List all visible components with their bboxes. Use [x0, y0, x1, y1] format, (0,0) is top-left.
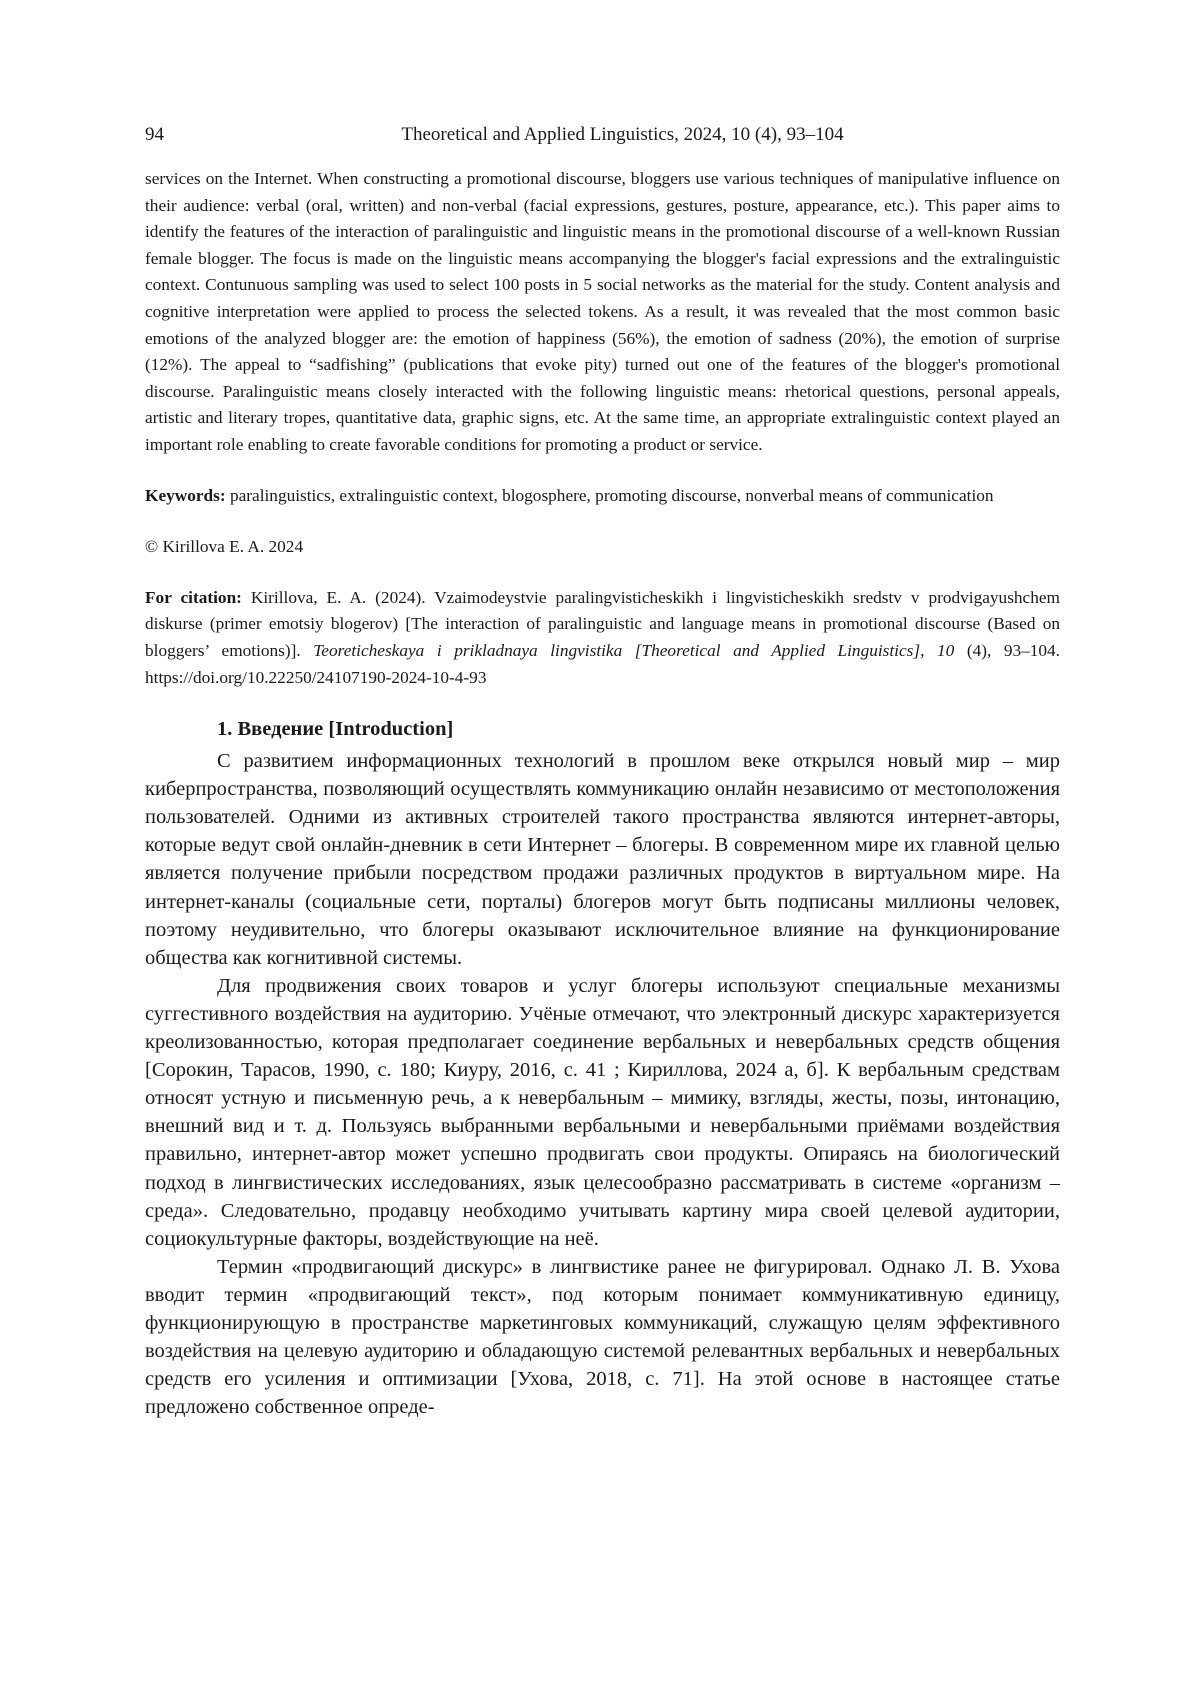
journal-title: Theoretical and Applied Linguistics, 2024, 10 (4), 93–104 — [401, 124, 844, 145]
keywords — [145, 483, 1060, 510]
keywords-text: paralinguistics, extralinguistic context, blogosphere, promoting discourse, nonverbal means of communication — [229, 485, 994, 505]
paper-page — [145, 124, 1060, 1421]
citation-part1: Kirillova, E. A. (2024). Vzaimodeystvie paralingvisticheskikh i lingvisticheskikh sredstv v prodvigayushchem diskurse (primer emotsiy blogerov) [The interaction of paralinguistic and language means in promotional discourse (Based on bloggers’ emotions)]. — [145, 587, 1060, 660]
keywords-label: Keywords: — [145, 485, 226, 505]
body-paragraph: Термин «продвигающий дискурс» в лингвистике ранее не фигурировал. Однако Л. В. Ухова вводит термин «продвигающий текст», под которым понимает коммуникативную единицу, функционирующую в пространстве маркетинговых коммуникаций, служащую целям эффективного воздействия на целевую аудиторию и обладающую системой релевантных вербальных и невербальных средств его усиления и оптимизации [Ухова, 2018, с. 71]. На этой основе в настоящее статье предложено собственное опреде- — [145, 1255, 1060, 1419]
section-heading: 1. Введение [Introduction] — [217, 718, 454, 741]
copyright: © Kirillova E. A. 2024 — [145, 537, 304, 557]
citation — [145, 585, 1060, 691]
body-paragraph: Для продвижения своих товаров и услуг блогеры используют специальные механизмы суггестивного воздействия на аудиторию. Учёные отмечают, что электронный дискурс характеризуется креолизованностью, которая предполагает соединение вербальных и невербальных средств общения [Сорокин, Тарасов, 1990, с. 180; Киуру, 2016, с. 41 ; Кириллова, 2024 а, б]. К вербальным средствам относят устную и письменную речь, а к невербальным – мимику, взгляды, жесты, позы, интонацию, внешний вид и т. д. Пользуясь выбранными вербальными и невербальными приёмами воздействия правильно, интернет-автор может успешно продвигать свои продукты. Опираясь на биологический подход в лингвистических исследованиях, язык целесообразно рассматривать в системе «организм – среда». Следовательно, продавцу необходимо учитывать картину мира своей целевой аудитории, социокультурные факторы, воздействующие на неё. — [145, 974, 1060, 1250]
section-body — [145, 747, 1060, 1421]
citation-label: For citation: — [145, 587, 242, 607]
page-number: 94 — [145, 124, 164, 145]
running-head — [145, 124, 1060, 154]
citation-part2: (4), 93–104. https://doi.org/10.22250/24107190-2024-10-4-93 — [145, 640, 1060, 687]
body-paragraph: С развитием информационных технологий в прошлом веке открылся новый мир – мир киберпространства, позволяющий осуществлять коммуникацию онлайн независимо от местоположения пользователей. Одними из активных строителей такого пространства являются интернет-авторы, которые ведут свой онлайн-дневник в сети Интернет – блогеры. В современном мире их главной целью является получение прибыли посредством продажи различных продуктов в виртуальном мире. На интернет-каналы (социальные сети, порталы) блогеров могут быть подписаны миллионы человек, поэтому неудивительно, что блогеры оказывают исключительное влияние на функционирование общества как когнитивной системы. — [145, 750, 1060, 969]
citation-journal: Teoreticheskaya i prikladnaya lingvistika [Theoretical and Applied Linguistics], 10 — [313, 640, 955, 660]
abstract-text: services on the Internet. When constructing a promotional discourse, bloggers use various techniques of manipulative influence on their audience: verbal (oral, written) and non-verbal (facial expressions, gestures, posture, appearance, etc.). This paper aims to identify the features of the interaction of paralinguistic and linguistic means in the promotional discourse of a well-known Russian female blogger. The focus is made on the linguistic means accompanying the blogger's facial expressions and the extralinguistic context. Contunuous sampling was used to select 100 posts in 5 social networks as the material for the study. Content analysis and cognitive interpretation were applied to process the selected tokens. As a result, it was revealed that the most common basic emotions of the analyzed blogger are: the emotion of happiness (56%), the emotion of sadness (20%), the emotion of surprise (12%). The appeal to “sadfishing” (publications that evoke pity) turned out one of the features of the blogger's promotional discourse. Paralinguistic means closely interacted with the following linguistic means: rhetorical questions, personal appeals, artistic and literary tropes, quantitative data, graphic signs, etc. At the same time, an appropriate extralinguistic context played an important role enabling to create favorable conditions for promoting a product or service. — [145, 169, 1060, 454]
